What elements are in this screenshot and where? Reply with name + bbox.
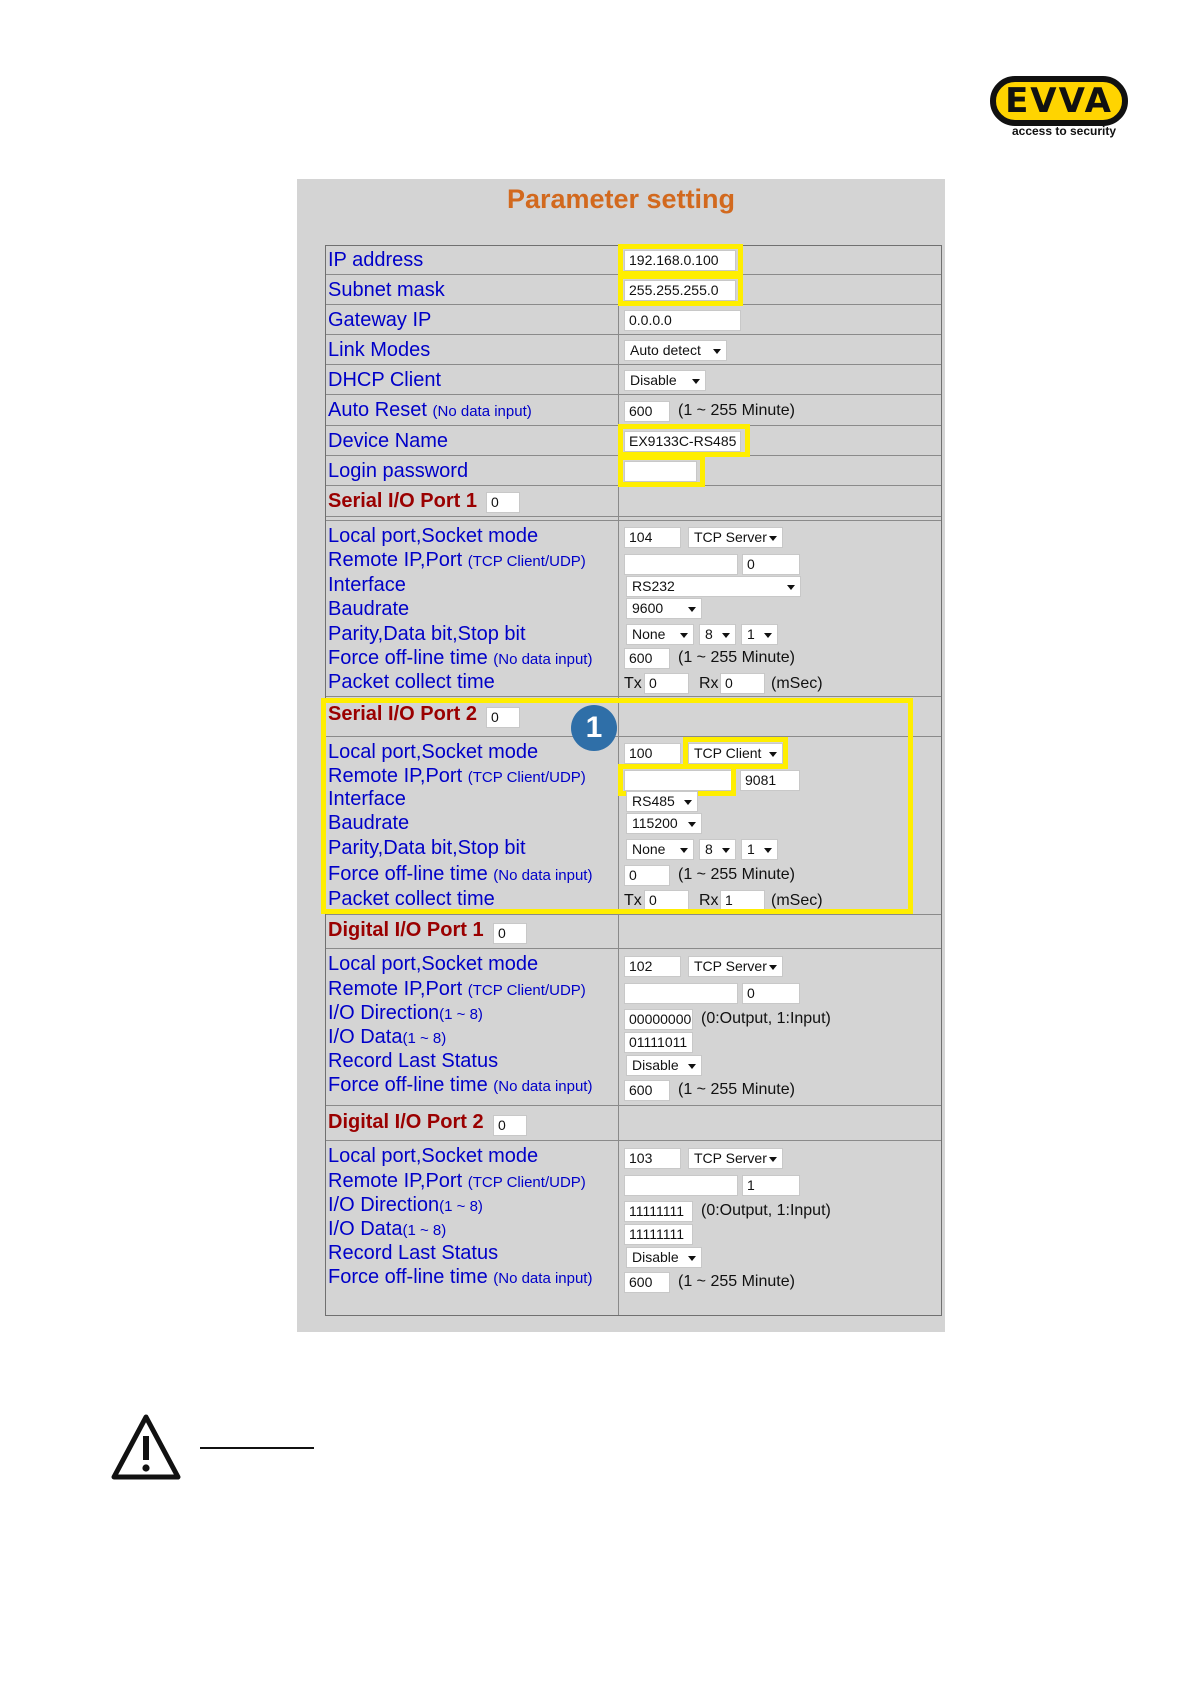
s1-packet-unit: (mSec): [771, 675, 823, 692]
d2-remote-port-input[interactable]: 1: [742, 1175, 800, 1196]
serial-port-2-highlight: [321, 698, 913, 914]
s1-parity-select[interactable]: None: [626, 624, 694, 645]
s1-remote-port-input[interactable]: 0: [742, 554, 800, 575]
logo-tagline: access to security: [1011, 124, 1117, 138]
s1-interface-label: Interface: [328, 574, 406, 596]
s1-force-unit: (1 ~ 255 Minute): [678, 649, 795, 666]
s2-baudrate-label: Baudrate: [328, 812, 410, 834]
s1-local-port-label: Local port,Socket mode: [328, 525, 539, 547]
s2-data-bit-select[interactable]: 8: [699, 839, 736, 860]
s2-remote-label: Remote IP,Port (TCP Client/UDP): [328, 765, 586, 787]
chevron-down-icon: [688, 1256, 696, 1261]
d2-remote-ip-input[interactable]: [624, 1175, 738, 1196]
s2-rx-label: Rx: [699, 892, 719, 909]
d2-record-label: Record Last Status: [328, 1242, 499, 1264]
ip-address-input[interactable]: 192.168.0.100: [624, 250, 736, 271]
device-name-highlight: [618, 424, 750, 457]
chevron-down-icon: [722, 633, 730, 638]
s2-stop-bit-select[interactable]: 1: [741, 839, 778, 860]
serial-port-2-title: Serial I/O Port 2: [328, 703, 477, 725]
s1-force-input[interactable]: 600: [624, 648, 670, 669]
s2-local-port-input[interactable]: 100: [624, 743, 681, 764]
s1-rx-label: Rx: [699, 675, 719, 692]
s1-force-label: Force off-line time (No data input): [328, 647, 593, 669]
parameter-setting-panel: [297, 179, 945, 1332]
s2-force-input[interactable]: 0: [624, 865, 670, 886]
d1-socket-mode-select[interactable]: TCP Server: [688, 956, 783, 977]
s2-force-unit: (1 ~ 255 Minute): [678, 866, 795, 883]
d1-local-port-label: Local port,Socket mode: [328, 953, 539, 975]
s2-packet-unit: (mSec): [771, 892, 823, 909]
login-password-highlight: [618, 455, 705, 487]
gateway-ip-input[interactable]: 0.0.0.0: [624, 310, 741, 331]
d1-direction-label: I/O Direction(1 ~ 8): [328, 1002, 483, 1024]
warning-triangle-icon: [110, 1412, 182, 1482]
d2-direction-label: I/O Direction(1 ~ 8): [328, 1194, 483, 1216]
d1-data-label: I/O Data(1 ~ 8): [328, 1026, 447, 1048]
dhcp-client-select[interactable]: Disable: [624, 370, 706, 391]
device-name-input[interactable]: EX9133C-RS485: [624, 431, 741, 452]
chevron-down-icon: [764, 633, 772, 638]
s1-baudrate-select[interactable]: 9600: [626, 598, 702, 619]
d1-force-input[interactable]: 600: [624, 1080, 670, 1101]
s1-remote-label: Remote IP,Port (TCP Client/UDP): [328, 549, 586, 571]
digital-port-2-index[interactable]: 0: [493, 1115, 527, 1136]
d2-force-label: Force off-line time (No data input): [328, 1266, 593, 1288]
ip-address-label: IP address: [328, 249, 424, 271]
s1-remote-ip-input[interactable]: [624, 554, 738, 575]
chevron-down-icon: [769, 536, 777, 541]
d1-force-unit: (1 ~ 255 Minute): [678, 1081, 795, 1098]
auto-reset-input[interactable]: 600: [624, 401, 670, 422]
subnet-mask-input[interactable]: 255.255.255.0: [624, 280, 736, 301]
d2-force-input[interactable]: 600: [624, 1272, 670, 1293]
ip-address-highlight: [618, 244, 743, 276]
evva-logo: [990, 76, 1132, 138]
subnet-mask-highlight: [618, 274, 743, 306]
d1-remote-ip-input[interactable]: [624, 983, 738, 1004]
chevron-down-icon: [713, 349, 721, 354]
d2-force-unit: (1 ~ 255 Minute): [678, 1273, 795, 1290]
chevron-down-icon: [688, 1064, 696, 1069]
d1-record-select[interactable]: Disable: [626, 1055, 702, 1076]
d2-data-input[interactable]: 11111111: [624, 1224, 693, 1245]
d1-force-label: Force off-line time (No data input): [328, 1074, 593, 1096]
s1-tx-label: Tx: [624, 675, 642, 692]
page-title: Parameter setting: [506, 184, 736, 214]
s2-rx-input[interactable]: 1: [720, 890, 765, 911]
device-name-label: Device Name: [328, 430, 449, 452]
chevron-down-icon: [692, 379, 700, 384]
s2-tx-input[interactable]: 0: [644, 890, 689, 911]
warning-heading-rule: [200, 1447, 314, 1449]
serial-port-1-title: Serial I/O Port 1: [328, 490, 477, 512]
s1-local-port-input[interactable]: 104: [624, 527, 681, 548]
dhcp-client-label: DHCP Client: [328, 369, 441, 391]
link-modes-label: Link Modes: [328, 339, 431, 361]
chevron-down-icon: [769, 1157, 777, 1162]
d1-remote-port-input[interactable]: 0: [742, 983, 800, 1004]
logo-badge: EVVA: [990, 76, 1128, 126]
subnet-mask-label: Subnet mask: [328, 279, 445, 301]
s2-interface-label: Interface: [328, 788, 406, 810]
digital-port-2-title: Digital I/O Port 2: [328, 1111, 484, 1133]
s2-interface-select[interactable]: RS485: [626, 791, 698, 812]
s1-data-bit-select[interactable]: 8: [699, 624, 736, 645]
s1-packet-label: Packet collect time: [328, 671, 495, 693]
s1-rx-input[interactable]: 0: [720, 673, 765, 694]
d2-local-port-input[interactable]: 103: [624, 1148, 681, 1169]
callout-badge: 1: [571, 705, 617, 751]
d1-local-port-input[interactable]: 102: [624, 956, 681, 977]
auto-reset-unit: (1 ~ 255 Minute): [678, 402, 795, 419]
d2-record-select[interactable]: Disable: [626, 1247, 702, 1268]
s2-local-port-label: Local port,Socket mode: [328, 741, 539, 763]
digital-port-1-index[interactable]: 0: [493, 923, 527, 944]
login-password-label: Login password: [328, 460, 469, 482]
d1-data-input[interactable]: 01111011: [624, 1032, 693, 1053]
s2-packet-label: Packet collect time: [328, 888, 495, 910]
d2-direction-input[interactable]: 11111111: [624, 1201, 693, 1222]
serial-port-1-index[interactable]: 0: [486, 492, 520, 513]
s2-tx-label: Tx: [624, 892, 642, 909]
s1-tx-input[interactable]: 0: [644, 673, 689, 694]
s2-parity-label: Parity,Data bit,Stop bit: [328, 837, 526, 859]
chevron-down-icon: [680, 633, 688, 638]
d2-remote-label: Remote IP,Port (TCP Client/UDP): [328, 1170, 586, 1192]
s2-baudrate-select[interactable]: 115200: [626, 813, 702, 834]
d2-data-label: I/O Data(1 ~ 8): [328, 1218, 447, 1240]
s1-interface-select[interactable]: RS232: [626, 576, 801, 597]
chevron-down-icon: [688, 607, 696, 612]
d2-local-port-label: Local port,Socket mode: [328, 1145, 539, 1167]
s2-remote-port-input[interactable]: 9081: [740, 770, 800, 791]
d1-direction-input[interactable]: 00000000: [624, 1009, 693, 1030]
s2-socket-mode-select[interactable]: TCP Client: [688, 743, 783, 764]
s1-stop-bit-select[interactable]: 1: [741, 624, 778, 645]
gateway-ip-label: Gateway IP: [328, 309, 432, 331]
link-modes-select[interactable]: Auto detect: [624, 340, 727, 361]
chevron-down-icon: [769, 965, 777, 970]
digital-port-1-title: Digital I/O Port 1: [328, 919, 484, 941]
auto-reset-label: Auto Reset (No data input): [328, 399, 532, 421]
s1-parity-label: Parity,Data bit,Stop bit: [328, 623, 526, 645]
d1-direction-unit: (0:Output, 1:Input): [701, 1010, 831, 1027]
d2-direction-unit: (0:Output, 1:Input): [701, 1202, 831, 1219]
s2-force-label: Force off-line time (No data input): [328, 863, 593, 885]
s1-socket-mode-select[interactable]: TCP Server: [688, 527, 783, 548]
s2-parity-select[interactable]: None: [626, 839, 694, 860]
d2-socket-mode-select[interactable]: TCP Server: [688, 1148, 783, 1169]
serial-port-2-index[interactable]: 0: [486, 707, 520, 728]
d1-remote-label: Remote IP,Port (TCP Client/UDP): [328, 978, 586, 1000]
chevron-down-icon: [787, 585, 795, 590]
s1-baudrate-label: Baudrate: [328, 598, 410, 620]
d1-record-label: Record Last Status: [328, 1050, 499, 1072]
